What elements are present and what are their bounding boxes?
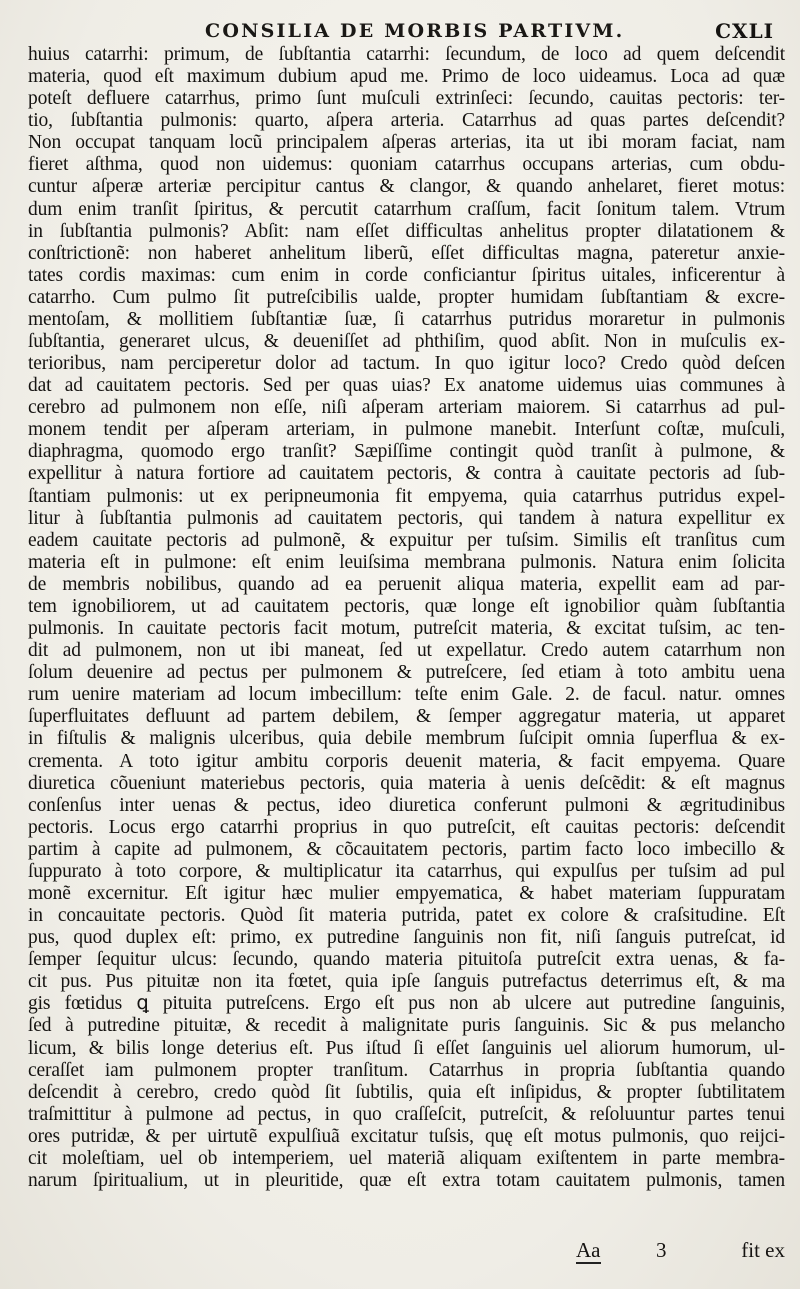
text-line: in ſubſtantia pulmonis? Abſit: nam eſſet difficultas anhelitus propter dilatationem & <box>28 220 785 242</box>
text-line: ſuperfluitates defluunt ad partem debilem, & ſemper aggregatur materia, ut apparet <box>28 706 785 728</box>
folio-number: CXLI <box>715 19 774 43</box>
text-line: dit ad pulmonem, non ut ibi maneat, ſed ut expellatur. Credo autem catarrhum non <box>28 640 785 662</box>
text-line: pulmonis. In cauitate pectoris facit motum, putreſcit materia, & excitat tuſsim, ac ten- <box>28 618 785 640</box>
text-line: tem ignobiliorem, ut ad cauitatem pectoris, quæ longe eſt ignobilior quàm ſubſtantia <box>28 595 785 617</box>
text-line: gis fœtidus ꝗ pituita putreſcens. Ergo eſt pus non ab ulcere aut putredine ſanguinis, <box>28 993 785 1015</box>
text-line: dum enim tranſit ſpiritus, & percutit catarrhum craſſum, facit ſonitum talem. Vtrum <box>28 198 785 220</box>
text-line: litur à ſubſtantia pulmonis ad cauitatem pectoris, qui tandem à natura expellitur ex <box>28 507 785 529</box>
text-line: ſed à putredine pituitæ, & recedit à malignitate puris ſanguinis. Sic & pus melancho <box>28 1015 785 1037</box>
text-line: catarrho. Cum pulmo ſit putreſcibilis ualde, propter humidam ſubſtantiam & excre- <box>28 286 785 308</box>
text-line: mentoſam, & mollitiem ſubſtantiæ ſuæ, ſi catarrhus putridus moraretur in pulmonis <box>28 308 785 330</box>
text-line: poteſt defluere catarrhus, primo ſunt muſculi extrinſeci: ſecundo, cauitas pectoris: ter- <box>28 88 785 110</box>
text-line: huius catarrhi: primum, de ſubſtantia catarrhi: ſecundum, de loco ad quem deſcendit <box>28 44 785 65</box>
signature-number: 3 <box>656 1238 667 1262</box>
text-line: crementa. A toto igitur ambitu corporis deuenit materia, & facit empyema. Quare <box>28 750 785 772</box>
text-line: deſcendit à cerebro, credo quòd ſit ſubtilis, quia eſt inſipidus, & propter ſubtilitatem <box>28 1081 785 1103</box>
text-line: rum uenire materiam ad locum imbecillum: teſte enim Gale. 2. de facul. natur. omnes <box>28 684 785 706</box>
text-line: ſubſtantia, generaret ulcus, & deueniſſet ad phthiſim, quod abſit. Non in muſculis ex- <box>28 331 785 353</box>
signature-mark: Aa <box>576 1238 601 1262</box>
running-title: CONSILIA DE MORBIS PARTIVM. <box>205 20 625 42</box>
page-header <box>30 8 782 48</box>
page-footer <box>28 1236 785 1270</box>
text-line: diaphragma, quomodo ergo tranſit? Sæpiſſime contingit quòd tranſit à pulmone, & <box>28 441 785 463</box>
text-line: narum ſpiritualium, ut in pleuritide, quæ eſt extra totam cauitatem pulmonis, tamen <box>28 1169 785 1191</box>
text-line: materia eſt in pulmone: eſt enim leuiſsima membrana pulmonis. Natura enim ſolicita <box>28 551 785 573</box>
text-line: ſolum deuenire ad pectus per pulmonem & putreſcere, ſed etiam à toto ambitu uena <box>28 662 785 684</box>
text-line: cit pus. Pus pituitæ non ita fœtet, quia ipſe ſanguis putrefactus deterrimus eſt, & ma <box>28 971 785 993</box>
text-line: conſenſus inter uenas & pectus, ideo diuretica conferunt pulmoni & ægritudinibus <box>28 794 785 816</box>
text-line: dat ad cauitatem pectoris. Sed per quas uias? Ex anatome uidemus uias communes à <box>28 375 785 397</box>
text-line: Non occupat tanquam locũ principalem aſperas arterias, ita ut ibi moram faciat, nam <box>28 132 785 154</box>
text-line: ſtantiam pulmonis: ut ex peripneumonia fit empyema, quia catarrhus putridus expel- <box>28 485 785 507</box>
text-line: diuretica cõueniunt materiebus pectoris, quia materia à uenis deſcẽdit: & eſt magnus <box>28 772 785 794</box>
text-line: expellitur à natura fortiore ad cauitatem pectoris, & contra à cauitate pectoris ad ſub- <box>28 463 785 485</box>
text-line: conſtrictionẽ: non haberet anhelitum liberũ, eſſet difficultas magna, pateretur anxie- <box>28 242 785 264</box>
text-line: de membris nobilibus, quando ad ea peruenit aliqua materia, expellit eam ad par- <box>28 573 785 595</box>
text-line: terioribus, nam perciperetur dolor ad tactum. In quo igitur loco? Credo quòd deſcen <box>28 353 785 375</box>
text-line: licum, & bilis longe deterius eſt. Pus iſtud ſi eſſet ſanguinis uel aliorum humorum, ul- <box>28 1037 785 1059</box>
text-line: cit moleſtiam, uel ob intemperiem, uel materiã aliquam exiſtentem in parte membra- <box>28 1147 785 1169</box>
text-line: fieret aſthma, quod non uidemus: quoniam catarrhus occupans arterias, cum obdu- <box>28 154 785 176</box>
text-line: monem tendit per aſperam arteriam, in pulmone manebit. Interſunt coſtæ, muſculi, <box>28 419 785 441</box>
text-line: tates cordis maximas: cum enim in corde conficiantur ſpiritus uitales, inficerentur à <box>28 264 785 286</box>
text-line: cerebro ad pulmonem non eſſe, niſi aſperam arteriam maiorem. Si catarrhus ad pul- <box>28 397 785 419</box>
catchword: fit ex <box>741 1238 785 1262</box>
text-line: ſuppurato à toto corpore, & multiplicatur ita catarrhus, qui expulſus per tuſsim ad pul <box>28 860 785 882</box>
text-line: ſemper ſequitur ulcus: ſecundo, quando materia pituitoſa putreſcit extra uenas, & fa- <box>28 949 785 971</box>
text-line: materia, quod eſt maximum dubium apud me. Primo de loco uideamus. Loca ad quæ <box>28 66 785 88</box>
text-line: ceraſſet iam pulmonem propter tranſitum. Catarrhus in propria ſubſtantia quando <box>28 1059 785 1081</box>
body-text <box>28 44 785 1192</box>
text-line: in fiſtulis & malignis ulceribus, quia debile membrum ſuſcipit omnia ſuperflua & ex- <box>28 728 785 750</box>
text-line: monẽ excernitur. Eſt igitur hæc mulier empyematica, & habet materiam ſuppuratam <box>28 882 785 904</box>
text-line: cuntur aſperæ arteriæ percipitur cantus & clangor, & quando anhelaret, fieret motus: <box>28 176 785 198</box>
text-line: traſmittitur à pulmone ad pectus, in quo craſſeſcit, putreſcit, & reſoluuntur partes tenui <box>28 1103 785 1125</box>
text-line: pus, quod duplex eſt: primo, ex putredine ſanguinis non fit, niſi ſanguis putreſcat, id <box>28 927 785 949</box>
text-line: tio, ſubſtantia pulmonis: quarto, aſpera arteria. Catarrhus ad quas partes deſcendit? <box>28 110 785 132</box>
text-line: pectoris. Locus ergo catarrhi proprius in quo putreſcit, eſt cauitas pectoris: deſcendit <box>28 816 785 838</box>
text-line: ores putridæ, & per uirtutẽ expulſiuã excitatur tuſsis, quę eſt motus pulmonis, quo reijci- <box>28 1125 785 1147</box>
text-line: eadem cauitate pectoris ad pulmonẽ, & expuitur per tuſsim. Similis eſt tranſitus cum <box>28 529 785 551</box>
text-line: partim à capite ad pulmonem, & cõcauitatem pectoris, partim facto loco imbecillo & <box>28 838 785 860</box>
text-line: in concauitate pectoris. Quòd ſit materia putrida, patet ex colore & craſsitudine. Eſt <box>28 905 785 927</box>
